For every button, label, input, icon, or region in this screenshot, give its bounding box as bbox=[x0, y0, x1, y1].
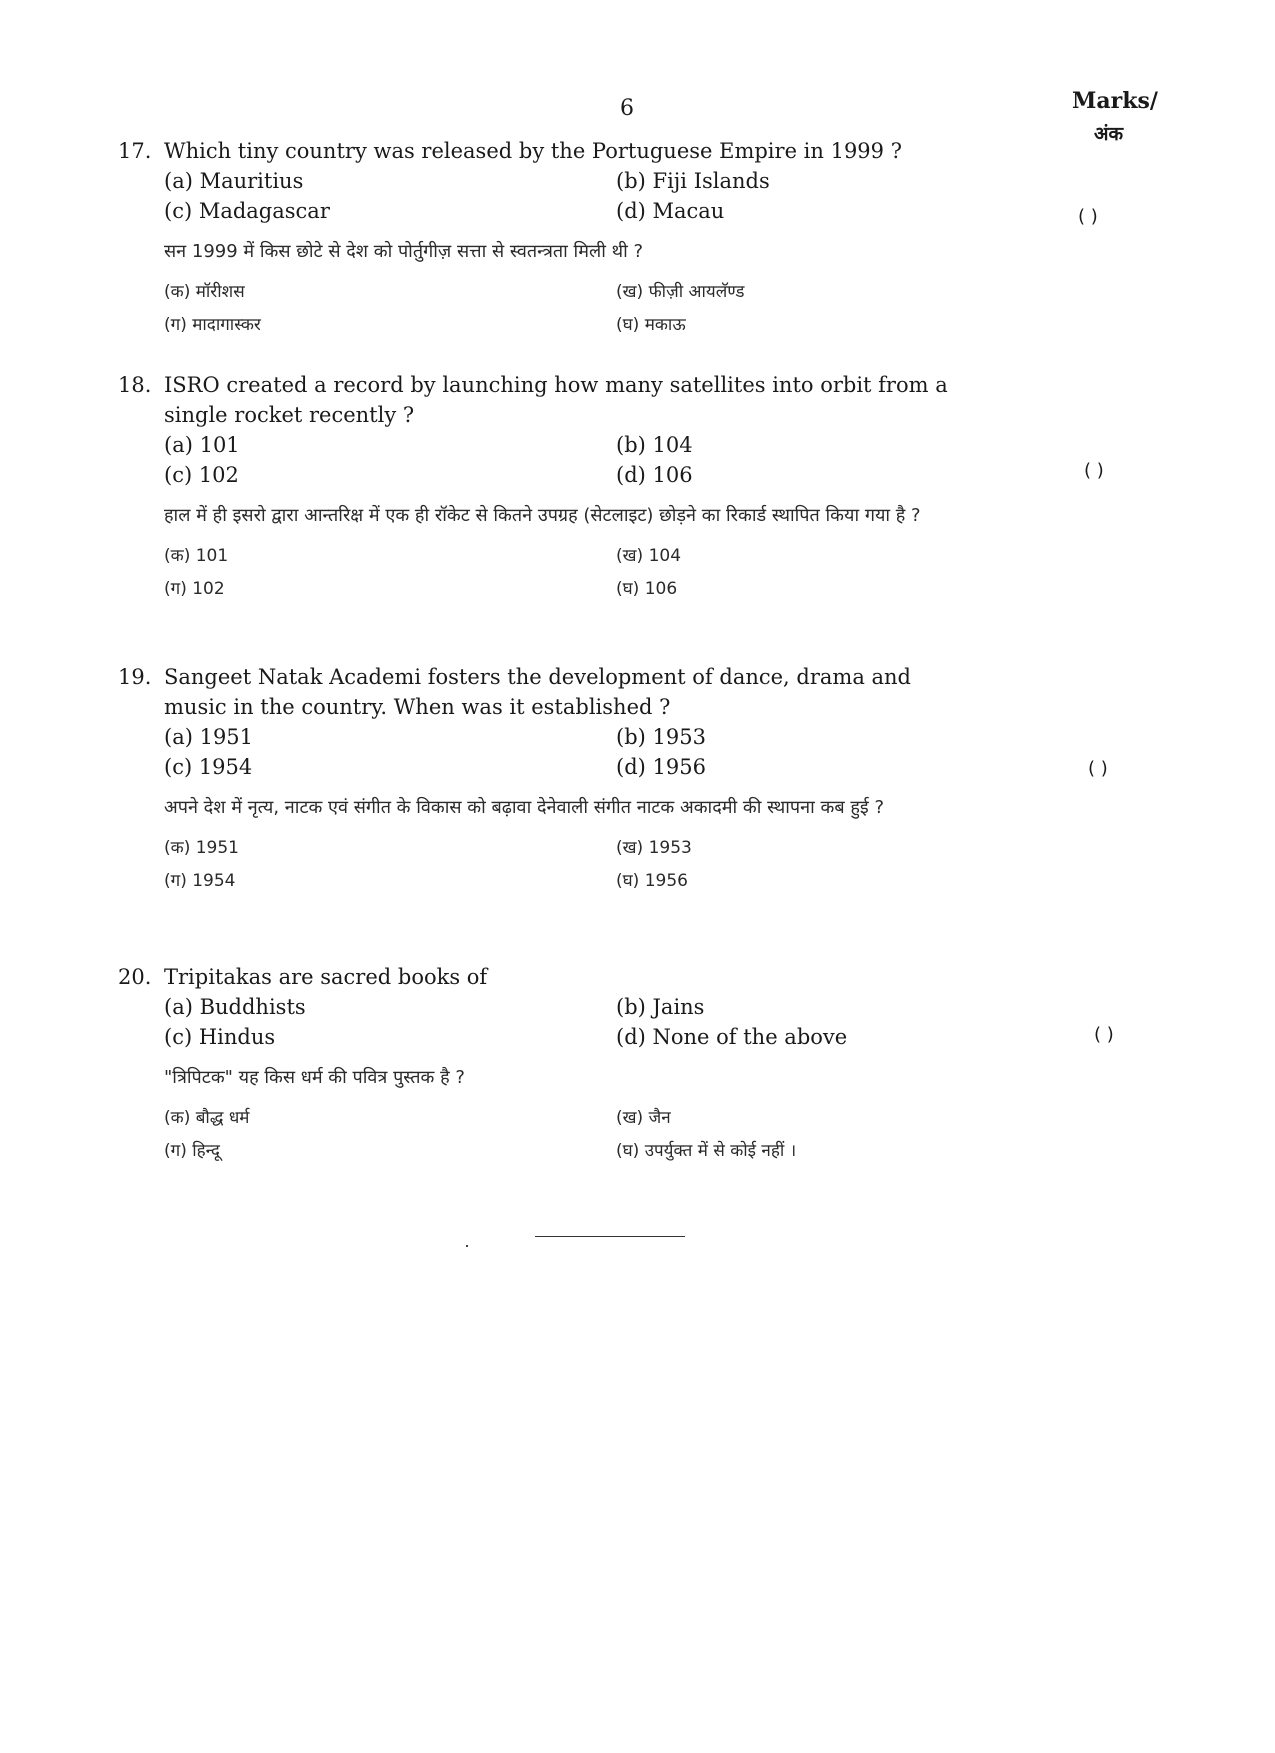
question-text-hindi: सन 1999 में किस छोटे से देश को पोर्तुगीज़ सत्ता से स्वतन्त्रता मिली थी ? bbox=[164, 241, 644, 262]
option-c: (c) 102 bbox=[164, 463, 239, 487]
option-b: (b) Fiji Islands bbox=[616, 169, 770, 193]
question-text: Tripitakas are sacred books of bbox=[164, 965, 488, 989]
options-hindi bbox=[164, 1102, 958, 1168]
marks-label: Marks/ bbox=[1072, 88, 1158, 114]
option-gha: (घ) 106 bbox=[616, 579, 678, 599]
option-ka: (क) बौद्ध धर्म bbox=[164, 1108, 250, 1128]
options bbox=[164, 430, 958, 490]
option-kha: (ख) जैन bbox=[616, 1108, 671, 1128]
question-19 bbox=[118, 662, 958, 898]
question-text: Which tiny country was released by the Portuguese Empire in 1999 ? bbox=[164, 139, 902, 163]
options-hindi bbox=[164, 832, 958, 898]
option-ga: (ग) 1954 bbox=[164, 871, 236, 891]
option-c: (c) 1954 bbox=[164, 755, 253, 779]
option-gha: (घ) उपर्युक्त में से कोई नहीं । bbox=[616, 1141, 797, 1161]
option-ka: (क) 101 bbox=[164, 546, 229, 566]
option-gha: (घ) मकाऊ bbox=[616, 315, 686, 335]
option-b: (b) 104 bbox=[616, 433, 693, 457]
marks-label-hindi: अंक bbox=[1094, 123, 1124, 145]
question-text-hindi: हाल में ही इसरो द्वारा आन्तरिक्ष में एक ही रॉकेट से कितने उपग्रह (सेटलाइट) छोड़ने का रिकार्ड स्थापित किया गया है ? bbox=[164, 505, 921, 526]
question-text-hindi: "त्रिपिटक" यह किस धर्म की पवित्र पुस्तक है ? bbox=[164, 1067, 465, 1088]
option-d: (d) None of the above bbox=[616, 1025, 848, 1049]
question-text-hindi: अपने देश में नृत्य, नाटक एवं संगीत के विकास को बढ़ावा देनेवाली संगीत नाटक अकादमी की स्थापना कब हुई ? bbox=[164, 797, 885, 818]
option-a: (a) Buddhists bbox=[164, 995, 306, 1019]
option-d: (d) 1956 bbox=[616, 755, 706, 779]
options bbox=[164, 992, 958, 1052]
question-18 bbox=[118, 370, 958, 606]
question-20 bbox=[118, 962, 958, 1168]
options-hindi bbox=[164, 276, 958, 342]
question-text: Sangeet Natak Academi fosters the development of dance, drama and music in the country. When was it established ? bbox=[164, 665, 911, 719]
question-text: ISRO created a record by launching how many satellites into orbit from a single rocket recently ? bbox=[164, 373, 948, 427]
option-ga: (ग) 102 bbox=[164, 579, 225, 599]
option-kha: (ख) 1953 bbox=[616, 838, 692, 858]
option-a: (a) 1951 bbox=[164, 725, 254, 749]
option-ga: (ग) हिन्दू bbox=[164, 1141, 220, 1161]
option-kha: (ख) 104 bbox=[616, 546, 682, 566]
question-17 bbox=[118, 136, 958, 342]
scan-speck bbox=[466, 1245, 468, 1247]
option-a: (a) Mauritius bbox=[164, 169, 304, 193]
option-d: (d) Macau bbox=[616, 199, 725, 223]
question-number: 19. bbox=[118, 665, 152, 689]
option-c: (c) Madagascar bbox=[164, 199, 330, 223]
page-number: 6 bbox=[620, 96, 634, 121]
answer-bracket-17: ( ) bbox=[1078, 206, 1098, 227]
option-a: (a) 101 bbox=[164, 433, 240, 457]
option-ga: (ग) मादागास्कर bbox=[164, 315, 261, 335]
option-d: (d) 106 bbox=[616, 463, 693, 487]
question-number: 17. bbox=[118, 139, 152, 163]
question-number: 18. bbox=[118, 373, 152, 397]
option-c: (c) Hindus bbox=[164, 1025, 276, 1049]
answer-bracket-20: ( ) bbox=[1094, 1024, 1114, 1045]
option-b: (b) Jains bbox=[616, 995, 705, 1019]
options bbox=[164, 722, 958, 782]
answer-bracket-18: ( ) bbox=[1084, 460, 1104, 481]
options bbox=[164, 166, 958, 226]
option-ka: (क) 1951 bbox=[164, 838, 239, 858]
option-kha: (ख) फीज़ी आयलॅण्ड bbox=[616, 282, 745, 302]
option-ka: (क) मॉरीशस bbox=[164, 282, 245, 302]
options-hindi bbox=[164, 540, 958, 606]
end-of-section-divider bbox=[535, 1236, 685, 1237]
answer-bracket-19: ( ) bbox=[1088, 758, 1108, 779]
question-number: 20. bbox=[118, 965, 152, 989]
option-b: (b) 1953 bbox=[616, 725, 706, 749]
option-gha: (घ) 1956 bbox=[616, 871, 688, 891]
